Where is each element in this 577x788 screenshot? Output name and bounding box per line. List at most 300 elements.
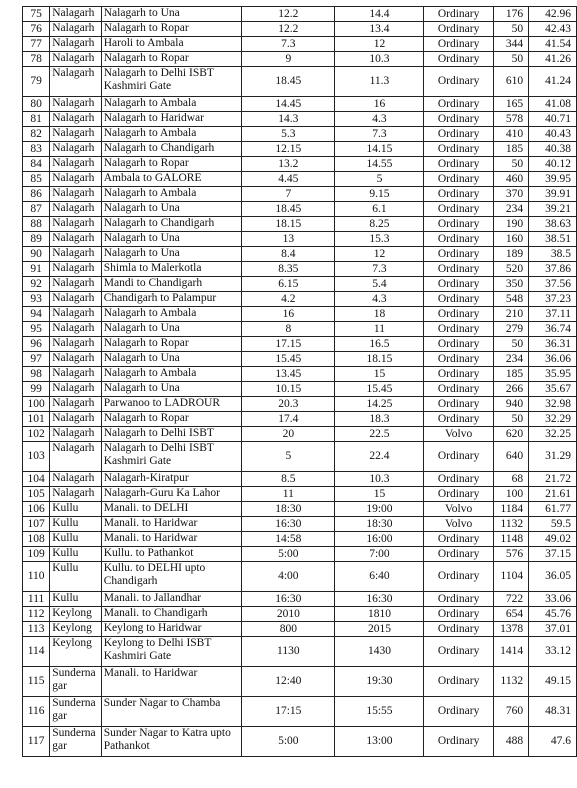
bus-type-cell: Ordinary (424, 607, 493, 622)
depot-cell: Nalagarh (50, 442, 102, 472)
serial-no-cell: 115 (23, 667, 50, 697)
serial-no-cell: 114 (23, 637, 50, 667)
table-row (23, 517, 577, 532)
table-row (23, 337, 577, 352)
departure-time-cell: 6.15 (242, 277, 335, 292)
epkm-cell: 32.98 (529, 397, 577, 412)
table-row (23, 397, 577, 412)
departure-time-cell: 1130 (242, 637, 335, 667)
kilometers-cell: 578 (493, 112, 528, 127)
kilometers-cell: 68 (493, 472, 528, 487)
serial-no-cell: 102 (23, 427, 50, 442)
serial-no-cell: 104 (23, 472, 50, 487)
table-row (23, 607, 577, 622)
departure-time-cell: 17.15 (242, 337, 335, 352)
arrival-time-cell: 16:00 (335, 532, 424, 547)
bus-type-cell: Ordinary (424, 397, 493, 412)
kilometers-cell: 185 (493, 142, 528, 157)
bus-type-cell: Ordinary (424, 157, 493, 172)
departure-time-cell: 10.15 (242, 382, 335, 397)
depot-cell: Nalagarh (50, 292, 102, 307)
kilometers-cell: 610 (493, 67, 528, 97)
kilometers-cell: 520 (493, 262, 528, 277)
kilometers-cell: 1132 (493, 517, 528, 532)
serial-no-cell: 84 (23, 157, 50, 172)
route-cell: Nalagarh to Ropar (101, 412, 241, 427)
route-cell: Keylong to Delhi ISBT Kashmiri Gate (101, 637, 241, 667)
bus-type-cell: Ordinary (424, 172, 493, 187)
table-row (23, 412, 577, 427)
bus-type-cell: Ordinary (424, 562, 493, 592)
route-cell: Ambala to GALORE (101, 172, 241, 187)
epkm-cell: 31.29 (529, 442, 577, 472)
kilometers-cell: 1414 (493, 637, 528, 667)
route-cell: Nalagarh-Guru Ka Lahor (101, 487, 241, 502)
serial-no-cell: 90 (23, 247, 50, 262)
epkm-cell: 33.12 (529, 637, 577, 667)
serial-no-cell: 108 (23, 532, 50, 547)
serial-no-cell: 98 (23, 367, 50, 382)
serial-no-cell: 112 (23, 607, 50, 622)
kilometers-cell: 410 (493, 127, 528, 142)
bus-type-cell: Ordinary (424, 52, 493, 67)
route-cell: Nalagarh to Ropar (101, 22, 241, 37)
kilometers-cell: 50 (493, 22, 528, 37)
departure-time-cell: 7.3 (242, 37, 335, 52)
table-row (23, 322, 577, 337)
table-row (23, 187, 577, 202)
departure-time-cell: 9 (242, 52, 335, 67)
epkm-cell: 45.76 (529, 607, 577, 622)
arrival-time-cell: 5.4 (335, 277, 424, 292)
departure-time-cell: 8 (242, 322, 335, 337)
depot-cell: Nalagarh (50, 352, 102, 367)
bus-type-cell: Ordinary (424, 637, 493, 667)
kilometers-cell: 722 (493, 592, 528, 607)
kilometers-cell: 460 (493, 172, 528, 187)
depot-cell: Nalagarh (50, 277, 102, 292)
kilometers-cell: 548 (493, 292, 528, 307)
depot-cell: Nalagarh (50, 97, 102, 112)
route-cell: Manali. to DELHI (101, 502, 241, 517)
depot-cell: Nalagarh (50, 142, 102, 157)
epkm-cell: 49.15 (529, 667, 577, 697)
epkm-cell: 35.67 (529, 382, 577, 397)
table-row (23, 307, 577, 322)
depot-cell: Nalagarh (50, 412, 102, 427)
kilometers-cell: 50 (493, 157, 528, 172)
epkm-cell: 33.06 (529, 592, 577, 607)
epkm-cell: 40.43 (529, 127, 577, 142)
depot-cell: Sunderna gar (50, 667, 102, 697)
kilometers-cell: 50 (493, 52, 528, 67)
kilometers-cell: 234 (493, 352, 528, 367)
bus-type-cell: Ordinary (424, 412, 493, 427)
epkm-cell: 36.05 (529, 562, 577, 592)
depot-cell: Sunderna gar (50, 727, 102, 757)
epkm-cell: 37.01 (529, 622, 577, 637)
table-row (23, 427, 577, 442)
depot-cell: Nalagarh (50, 52, 102, 67)
bus-type-cell: Ordinary (424, 202, 493, 217)
departure-time-cell: 12.2 (242, 22, 335, 37)
epkm-cell: 32.25 (529, 427, 577, 442)
serial-no-cell: 111 (23, 592, 50, 607)
kilometers-cell: 50 (493, 337, 528, 352)
table-row (23, 532, 577, 547)
departure-time-cell: 17.4 (242, 412, 335, 427)
arrival-time-cell: 19:00 (335, 502, 424, 517)
depot-cell: Nalagarh (50, 307, 102, 322)
table-row (23, 367, 577, 382)
departure-time-cell: 20.3 (242, 397, 335, 412)
arrival-time-cell: 15 (335, 487, 424, 502)
arrival-time-cell: 14.15 (335, 142, 424, 157)
depot-cell: Nalagarh (50, 487, 102, 502)
epkm-cell: 40.38 (529, 142, 577, 157)
kilometers-cell: 1148 (493, 532, 528, 547)
arrival-time-cell: 18:30 (335, 517, 424, 532)
route-cell: Nalagarh to Delhi ISBT (101, 427, 241, 442)
epkm-cell: 36.31 (529, 337, 577, 352)
depot-cell: Nalagarh (50, 232, 102, 247)
depot-cell: Sunderna gar (50, 697, 102, 727)
serial-no-cell: 96 (23, 337, 50, 352)
kilometers-cell: 344 (493, 37, 528, 52)
departure-time-cell: 11 (242, 487, 335, 502)
arrival-time-cell: 4.3 (335, 112, 424, 127)
departure-time-cell: 13.45 (242, 367, 335, 382)
bus-type-cell: Ordinary (424, 37, 493, 52)
serial-no-cell: 85 (23, 172, 50, 187)
depot-cell: Nalagarh (50, 172, 102, 187)
depot-cell: Kullu (50, 502, 102, 517)
kilometers-cell: 234 (493, 202, 528, 217)
departure-time-cell: 18.45 (242, 202, 335, 217)
departure-time-cell: 8.4 (242, 247, 335, 262)
table-row (23, 487, 577, 502)
depot-cell: Kullu (50, 592, 102, 607)
departure-time-cell: 13.2 (242, 157, 335, 172)
serial-no-cell: 88 (23, 217, 50, 232)
depot-cell: Nalagarh (50, 397, 102, 412)
route-cell: Shimla to Malerkotla (101, 262, 241, 277)
serial-no-cell: 78 (23, 52, 50, 67)
depot-cell: Kullu (50, 562, 102, 592)
kilometers-cell: 654 (493, 607, 528, 622)
epkm-cell: 38.5 (529, 247, 577, 262)
serial-no-cell: 95 (23, 322, 50, 337)
route-cell: Sunder Nagar to Chamba (101, 697, 241, 727)
table-row (23, 382, 577, 397)
departure-time-cell: 7 (242, 187, 335, 202)
bus-type-cell: Ordinary (424, 7, 493, 22)
epkm-cell: 49.02 (529, 532, 577, 547)
route-cell: Nalagarh to Ropar (101, 337, 241, 352)
serial-no-cell: 93 (23, 292, 50, 307)
bus-type-cell: Volvo (424, 502, 493, 517)
arrival-time-cell: 6:40 (335, 562, 424, 592)
table-row (23, 232, 577, 247)
arrival-time-cell: 10.3 (335, 472, 424, 487)
table-row (23, 262, 577, 277)
depot-cell: Nalagarh (50, 247, 102, 262)
bus-type-cell: Ordinary (424, 622, 493, 637)
depot-cell: Nalagarh (50, 67, 102, 97)
bus-type-cell: Ordinary (424, 727, 493, 757)
bus-type-cell: Ordinary (424, 367, 493, 382)
bus-type-cell: Ordinary (424, 382, 493, 397)
route-cell: Haroli to Ambala (101, 37, 241, 52)
epkm-cell: 38.51 (529, 232, 577, 247)
document-page (22, 6, 577, 757)
kilometers-cell: 266 (493, 382, 528, 397)
epkm-cell: 21.72 (529, 472, 577, 487)
route-cell: Manali. to Jallandhar (101, 592, 241, 607)
kilometers-cell: 940 (493, 397, 528, 412)
epkm-cell: 48.31 (529, 697, 577, 727)
serial-no-cell: 76 (23, 22, 50, 37)
bus-type-cell: Ordinary (424, 667, 493, 697)
bus-type-cell: Volvo (424, 427, 493, 442)
serial-no-cell: 86 (23, 187, 50, 202)
table-row (23, 547, 577, 562)
depot-cell: Nalagarh (50, 382, 102, 397)
depot-cell: Nalagarh (50, 337, 102, 352)
table-row (23, 172, 577, 187)
departure-time-cell: 13 (242, 232, 335, 247)
kilometers-cell: 165 (493, 97, 528, 112)
epkm-cell: 42.96 (529, 7, 577, 22)
arrival-time-cell: 11 (335, 322, 424, 337)
bus-type-cell: Ordinary (424, 67, 493, 97)
arrival-time-cell: 14.4 (335, 7, 424, 22)
arrival-time-cell: 7.3 (335, 262, 424, 277)
bus-type-cell: Ordinary (424, 292, 493, 307)
epkm-cell: 61.77 (529, 502, 577, 517)
arrival-time-cell: 15.3 (335, 232, 424, 247)
departure-time-cell: 8.5 (242, 472, 335, 487)
departure-time-cell: 5:00 (242, 547, 335, 562)
arrival-time-cell: 22.4 (335, 442, 424, 472)
serial-no-cell: 79 (23, 67, 50, 97)
route-cell: Nalagarh to Una (101, 322, 241, 337)
bus-type-cell: Ordinary (424, 262, 493, 277)
route-cell: Nalagarh to Ambala (101, 127, 241, 142)
bus-type-cell: Ordinary (424, 697, 493, 727)
departure-time-cell: 4.2 (242, 292, 335, 307)
bus-type-cell: Ordinary (424, 142, 493, 157)
bus-type-cell: Ordinary (424, 97, 493, 112)
epkm-cell: 36.74 (529, 322, 577, 337)
route-cell: Chandigarh to Palampur (101, 292, 241, 307)
departure-time-cell: 4:00 (242, 562, 335, 592)
table-row (23, 697, 577, 727)
route-cell: Keylong to Haridwar (101, 622, 241, 637)
bus-type-cell: Ordinary (424, 232, 493, 247)
route-cell: Nalagarh to Una (101, 382, 241, 397)
kilometers-cell: 190 (493, 217, 528, 232)
kilometers-cell: 576 (493, 547, 528, 562)
bus-route-table (22, 6, 577, 757)
kilometers-cell: 620 (493, 427, 528, 442)
serial-no-cell: 83 (23, 142, 50, 157)
arrival-time-cell: 18.15 (335, 352, 424, 367)
table-body (23, 7, 577, 757)
serial-no-cell: 82 (23, 127, 50, 142)
departure-time-cell: 15.45 (242, 352, 335, 367)
departure-time-cell: 12:40 (242, 667, 335, 697)
serial-no-cell: 110 (23, 562, 50, 592)
bus-type-cell: Ordinary (424, 277, 493, 292)
epkm-cell: 37.11 (529, 307, 577, 322)
bus-type-cell: Volvo (424, 517, 493, 532)
arrival-time-cell: 6.1 (335, 202, 424, 217)
route-cell: Nalagarh to Ambala (101, 97, 241, 112)
route-cell: Nalagarh to Ropar (101, 157, 241, 172)
depot-cell: Keylong (50, 637, 102, 667)
serial-no-cell: 101 (23, 412, 50, 427)
kilometers-cell: 640 (493, 442, 528, 472)
serial-no-cell: 99 (23, 382, 50, 397)
epkm-cell: 41.26 (529, 52, 577, 67)
table-row (23, 292, 577, 307)
kilometers-cell: 160 (493, 232, 528, 247)
table-row (23, 127, 577, 142)
kilometers-cell: 100 (493, 487, 528, 502)
epkm-cell: 40.71 (529, 112, 577, 127)
bus-type-cell: Ordinary (424, 322, 493, 337)
epkm-cell: 59.5 (529, 517, 577, 532)
route-cell: Parwanoo to LADROUR (101, 397, 241, 412)
arrival-time-cell: 22.5 (335, 427, 424, 442)
route-cell: Nalagarh to Ambala (101, 307, 241, 322)
kilometers-cell: 370 (493, 187, 528, 202)
serial-no-cell: 116 (23, 697, 50, 727)
serial-no-cell: 103 (23, 442, 50, 472)
depot-cell: Nalagarh (50, 322, 102, 337)
table-row (23, 442, 577, 472)
route-cell: Nalagarh to Ambala (101, 367, 241, 382)
route-cell: Nalagarh to Una (101, 202, 241, 217)
departure-time-cell: 16:30 (242, 592, 335, 607)
serial-no-cell: 109 (23, 547, 50, 562)
bus-type-cell: Ordinary (424, 472, 493, 487)
depot-cell: Keylong (50, 622, 102, 637)
bus-type-cell: Ordinary (424, 487, 493, 502)
arrival-time-cell: 2015 (335, 622, 424, 637)
table-row (23, 37, 577, 52)
bus-type-cell: Ordinary (424, 442, 493, 472)
table-row (23, 637, 577, 667)
arrival-time-cell: 12 (335, 247, 424, 262)
kilometers-cell: 760 (493, 697, 528, 727)
arrival-time-cell: 13.4 (335, 22, 424, 37)
depot-cell: Kullu (50, 532, 102, 547)
serial-no-cell: 117 (23, 727, 50, 757)
serial-no-cell: 87 (23, 202, 50, 217)
depot-cell: Nalagarh (50, 112, 102, 127)
depot-cell: Nalagarh (50, 22, 102, 37)
epkm-cell: 37.56 (529, 277, 577, 292)
depot-cell: Nalagarh (50, 7, 102, 22)
table-row (23, 202, 577, 217)
departure-time-cell: 12.2 (242, 7, 335, 22)
departure-time-cell: 5 (242, 442, 335, 472)
arrival-time-cell: 16 (335, 97, 424, 112)
serial-no-cell: 81 (23, 112, 50, 127)
epkm-cell: 39.95 (529, 172, 577, 187)
route-cell: Nalagarh to Una (101, 7, 241, 22)
bus-type-cell: Ordinary (424, 112, 493, 127)
depot-cell: Nalagarh (50, 202, 102, 217)
table-row (23, 472, 577, 487)
epkm-cell: 41.54 (529, 37, 577, 52)
serial-no-cell: 91 (23, 262, 50, 277)
table-row (23, 727, 577, 757)
serial-no-cell: 97 (23, 352, 50, 367)
bus-type-cell: Ordinary (424, 352, 493, 367)
bus-type-cell: Ordinary (424, 337, 493, 352)
bus-type-cell: Ordinary (424, 307, 493, 322)
route-cell: Nalagarh to Haridwar (101, 112, 241, 127)
kilometers-cell: 189 (493, 247, 528, 262)
route-cell: Nalagarh to Delhi ISBT Kashmiri Gate (101, 67, 241, 97)
departure-time-cell: 14.3 (242, 112, 335, 127)
route-cell: Nalagarh to Ropar (101, 52, 241, 67)
arrival-time-cell: 19:30 (335, 667, 424, 697)
epkm-cell: 47.6 (529, 727, 577, 757)
depot-cell: Keylong (50, 607, 102, 622)
epkm-cell: 37.23 (529, 292, 577, 307)
depot-cell: Nalagarh (50, 37, 102, 52)
route-cell: Nalagarh to Delhi ISBT Kashmiri Gate (101, 442, 241, 472)
departure-time-cell: 18.15 (242, 217, 335, 232)
departure-time-cell: 5:00 (242, 727, 335, 757)
epkm-cell: 21.61 (529, 487, 577, 502)
kilometers-cell: 488 (493, 727, 528, 757)
kilometers-cell: 1132 (493, 667, 528, 697)
departure-time-cell: 16 (242, 307, 335, 322)
table-row (23, 67, 577, 97)
epkm-cell: 39.91 (529, 187, 577, 202)
route-cell: Nalagarh to Una (101, 232, 241, 247)
departure-time-cell: 800 (242, 622, 335, 637)
departure-time-cell: 2010 (242, 607, 335, 622)
table-row (23, 277, 577, 292)
table-row (23, 352, 577, 367)
arrival-time-cell: 8.25 (335, 217, 424, 232)
table-row (23, 562, 577, 592)
departure-time-cell: 14.45 (242, 97, 335, 112)
arrival-time-cell: 12 (335, 37, 424, 52)
departure-time-cell: 18.45 (242, 67, 335, 97)
depot-cell: Kullu (50, 547, 102, 562)
route-cell: Nalagarh to Chandigarh (101, 217, 241, 232)
arrival-time-cell: 13:00 (335, 727, 424, 757)
epkm-cell: 36.06 (529, 352, 577, 367)
route-cell: Kullu. to Pathankot (101, 547, 241, 562)
bus-type-cell: Ordinary (424, 187, 493, 202)
arrival-time-cell: 15.45 (335, 382, 424, 397)
epkm-cell: 42.43 (529, 22, 577, 37)
depot-cell: Nalagarh (50, 187, 102, 202)
arrival-time-cell: 10.3 (335, 52, 424, 67)
epkm-cell: 37.15 (529, 547, 577, 562)
kilometers-cell: 1378 (493, 622, 528, 637)
kilometers-cell: 1104 (493, 562, 528, 592)
route-cell: Mandi to Chandigarh (101, 277, 241, 292)
